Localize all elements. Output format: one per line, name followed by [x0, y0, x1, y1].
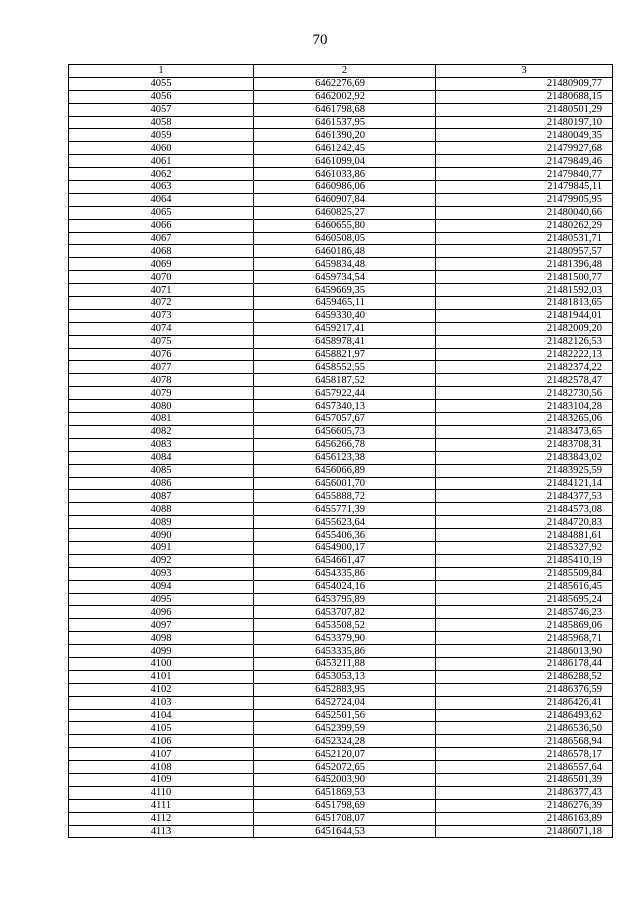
table-row [69, 722, 613, 735]
x-coordinate-cell: 6452883,95 [254, 683, 436, 696]
y-coordinate-cell: 21481500,77 [436, 271, 613, 284]
x-coordinate-cell: 6459217,41 [254, 322, 436, 335]
table-row [69, 709, 613, 722]
y-coordinate-cell: 21484377,53 [436, 490, 613, 503]
x-coordinate-cell: 6461099,04 [254, 155, 436, 168]
x-coordinate-cell: 6453379,90 [254, 632, 436, 645]
x-coordinate-cell: 6453211,88 [254, 657, 436, 670]
point-number-cell: 4105 [69, 722, 254, 735]
x-coordinate-cell: 6452324,28 [254, 735, 436, 748]
y-coordinate-cell: 21485327,92 [436, 541, 613, 554]
y-coordinate-cell: 21486178,44 [436, 657, 613, 670]
y-coordinate-cell: 21482374,22 [436, 361, 613, 374]
table-row [69, 309, 613, 322]
x-coordinate-cell: 6453053,13 [254, 670, 436, 683]
point-number-cell: 4064 [69, 193, 254, 206]
x-coordinate-cell: 6460825,27 [254, 206, 436, 219]
point-number-cell: 4069 [69, 258, 254, 271]
table-row [69, 554, 613, 567]
point-number-cell: 4067 [69, 232, 254, 245]
y-coordinate-cell: 21485968,71 [436, 632, 613, 645]
point-number-cell: 4107 [69, 748, 254, 761]
table-row [69, 812, 613, 825]
point-number-cell: 4082 [69, 425, 254, 438]
point-number-cell: 4081 [69, 413, 254, 426]
y-coordinate-cell: 21479849,46 [436, 155, 613, 168]
y-coordinate-cell: 21480197,10 [436, 116, 613, 129]
table-row [69, 387, 613, 400]
table-row [69, 206, 613, 219]
y-coordinate-cell: 21479905,95 [436, 193, 613, 206]
column-header-2: 2 [254, 65, 436, 78]
point-number-cell: 4088 [69, 503, 254, 516]
y-coordinate-cell: 21481396,48 [436, 258, 613, 271]
table-row [69, 799, 613, 812]
column-header-3: 3 [436, 65, 613, 78]
point-number-cell: 4078 [69, 374, 254, 387]
point-number-cell: 4085 [69, 464, 254, 477]
page-number: 70 [312, 32, 328, 48]
y-coordinate-cell: 21480049,35 [436, 129, 613, 142]
x-coordinate-cell: 6452072,65 [254, 761, 436, 774]
point-number-cell: 4100 [69, 657, 254, 670]
x-coordinate-cell: 6455623,64 [254, 516, 436, 529]
x-coordinate-cell: 6457340,13 [254, 400, 436, 413]
x-coordinate-cell: 6459834,48 [254, 258, 436, 271]
table-row [69, 219, 613, 232]
table-row [69, 90, 613, 103]
table-row [69, 683, 613, 696]
point-number-cell: 4106 [69, 735, 254, 748]
table-row [69, 503, 613, 516]
table-row [69, 786, 613, 799]
table-row [69, 181, 613, 194]
y-coordinate-cell: 21486013,90 [436, 645, 613, 658]
coordinates-table [68, 64, 613, 838]
y-coordinate-cell: 21485869,06 [436, 619, 613, 632]
point-number-cell: 4055 [69, 77, 254, 90]
point-number-cell: 4077 [69, 361, 254, 374]
y-coordinate-cell: 21484881,61 [436, 529, 613, 542]
y-coordinate-cell: 21486501,39 [436, 773, 613, 786]
point-number-cell: 4096 [69, 606, 254, 619]
table-row [69, 516, 613, 529]
point-number-cell: 4094 [69, 580, 254, 593]
y-coordinate-cell: 21479927,68 [436, 142, 613, 155]
y-coordinate-cell: 21481944,01 [436, 309, 613, 322]
point-number-cell: 4057 [69, 103, 254, 116]
y-coordinate-cell: 21486071,18 [436, 825, 613, 838]
x-coordinate-cell: 6451708,07 [254, 812, 436, 825]
point-number-cell: 4071 [69, 284, 254, 297]
point-number-cell: 4080 [69, 400, 254, 413]
y-coordinate-cell: 21479845,11 [436, 181, 613, 194]
table-row [69, 438, 613, 451]
y-coordinate-cell: 21483843,02 [436, 451, 613, 464]
table-row [69, 322, 613, 335]
y-coordinate-cell: 21480501,29 [436, 103, 613, 116]
x-coordinate-cell: 6454900,17 [254, 541, 436, 554]
x-coordinate-cell: 6455771,39 [254, 503, 436, 516]
table-row [69, 103, 613, 116]
column-header-1: 1 [69, 65, 254, 78]
x-coordinate-cell: 6456123,38 [254, 451, 436, 464]
point-number-cell: 4060 [69, 142, 254, 155]
table-row [69, 284, 613, 297]
table-row [69, 541, 613, 554]
point-number-cell: 4113 [69, 825, 254, 838]
table-row [69, 645, 613, 658]
x-coordinate-cell: 6460986,06 [254, 181, 436, 194]
table-row [69, 761, 613, 774]
y-coordinate-cell: 21480957,57 [436, 245, 613, 258]
table-row [69, 593, 613, 606]
table-row [69, 490, 613, 503]
table-row [69, 825, 613, 838]
point-number-cell: 4095 [69, 593, 254, 606]
x-coordinate-cell: 6460186,48 [254, 245, 436, 258]
table-row [69, 773, 613, 786]
point-number-cell: 4066 [69, 219, 254, 232]
point-number-cell: 4093 [69, 567, 254, 580]
y-coordinate-cell: 21486163,89 [436, 812, 613, 825]
point-number-cell: 4072 [69, 297, 254, 310]
table-row [69, 735, 613, 748]
point-number-cell: 4087 [69, 490, 254, 503]
x-coordinate-cell: 6457057,67 [254, 413, 436, 426]
table-row [69, 657, 613, 670]
x-coordinate-cell: 6453795,89 [254, 593, 436, 606]
table-row [69, 413, 613, 426]
x-coordinate-cell: 6455406,36 [254, 529, 436, 542]
y-coordinate-cell: 21485410,19 [436, 554, 613, 567]
table-row [69, 567, 613, 580]
point-number-cell: 4102 [69, 683, 254, 696]
point-number-cell: 4103 [69, 696, 254, 709]
y-coordinate-cell: 21483708,31 [436, 438, 613, 451]
point-number-cell: 4068 [69, 245, 254, 258]
y-coordinate-cell: 21481813,65 [436, 297, 613, 310]
point-number-cell: 4075 [69, 335, 254, 348]
table-row [69, 400, 613, 413]
x-coordinate-cell: 6459734,54 [254, 271, 436, 284]
point-number-cell: 4109 [69, 773, 254, 786]
x-coordinate-cell: 6462002,92 [254, 90, 436, 103]
table-row [69, 245, 613, 258]
x-coordinate-cell: 6461033,86 [254, 168, 436, 181]
point-number-cell: 4089 [69, 516, 254, 529]
point-number-cell: 4074 [69, 322, 254, 335]
table-row [69, 193, 613, 206]
x-coordinate-cell: 6459465,11 [254, 297, 436, 310]
y-coordinate-cell: 21482222,13 [436, 348, 613, 361]
point-number-cell: 4098 [69, 632, 254, 645]
point-number-cell: 4110 [69, 786, 254, 799]
table-row [69, 374, 613, 387]
x-coordinate-cell: 6451869,53 [254, 786, 436, 799]
y-coordinate-cell: 21480262,29 [436, 219, 613, 232]
x-coordinate-cell: 6457922,44 [254, 387, 436, 400]
x-coordinate-cell: 6455888,72 [254, 490, 436, 503]
x-coordinate-cell: 6459330,40 [254, 309, 436, 322]
y-coordinate-cell: 21486377,43 [436, 786, 613, 799]
y-coordinate-cell: 21480909,77 [436, 77, 613, 90]
x-coordinate-cell: 6460508,05 [254, 232, 436, 245]
x-coordinate-cell: 6452399,59 [254, 722, 436, 735]
y-coordinate-cell: 21480040,66 [436, 206, 613, 219]
x-coordinate-cell: 6454661,47 [254, 554, 436, 567]
table-header-row [69, 65, 613, 78]
point-number-cell: 4104 [69, 709, 254, 722]
table-row [69, 348, 613, 361]
table-row [69, 142, 613, 155]
point-number-cell: 4065 [69, 206, 254, 219]
x-coordinate-cell: 6459669,35 [254, 284, 436, 297]
point-number-cell: 4084 [69, 451, 254, 464]
table-row [69, 464, 613, 477]
point-number-cell: 4086 [69, 477, 254, 490]
point-number-cell: 4108 [69, 761, 254, 774]
x-coordinate-cell: 6452120,07 [254, 748, 436, 761]
x-coordinate-cell: 6461798,68 [254, 103, 436, 116]
y-coordinate-cell: 21483473,65 [436, 425, 613, 438]
y-coordinate-cell: 21486376,59 [436, 683, 613, 696]
point-number-cell: 4076 [69, 348, 254, 361]
table-row [69, 477, 613, 490]
y-coordinate-cell: 21485509,84 [436, 567, 613, 580]
y-coordinate-cell: 21486288,52 [436, 670, 613, 683]
x-coordinate-cell: 6451798,69 [254, 799, 436, 812]
x-coordinate-cell: 6458821,97 [254, 348, 436, 361]
point-number-cell: 4056 [69, 90, 254, 103]
point-number-cell: 4101 [69, 670, 254, 683]
table-row [69, 335, 613, 348]
point-number-cell: 4111 [69, 799, 254, 812]
point-number-cell: 4097 [69, 619, 254, 632]
table-row [69, 580, 613, 593]
y-coordinate-cell: 21479840,77 [436, 168, 613, 181]
y-coordinate-cell: 21486276,39 [436, 799, 613, 812]
y-coordinate-cell: 21485616,45 [436, 580, 613, 593]
table-row [69, 232, 613, 245]
table-row [69, 129, 613, 142]
x-coordinate-cell: 6456266,78 [254, 438, 436, 451]
point-number-cell: 4058 [69, 116, 254, 129]
x-coordinate-cell: 6454335,86 [254, 567, 436, 580]
x-coordinate-cell: 6451644,53 [254, 825, 436, 838]
x-coordinate-cell: 6453335,86 [254, 645, 436, 658]
y-coordinate-cell: 21480688,15 [436, 90, 613, 103]
y-coordinate-cell: 21484720,83 [436, 516, 613, 529]
y-coordinate-cell: 21482126,53 [436, 335, 613, 348]
table-row [69, 168, 613, 181]
x-coordinate-cell: 6456066,89 [254, 464, 436, 477]
y-coordinate-cell: 21482578,47 [436, 374, 613, 387]
y-coordinate-cell: 21483104,28 [436, 400, 613, 413]
x-coordinate-cell: 6453707,82 [254, 606, 436, 619]
table-row [69, 529, 613, 542]
x-coordinate-cell: 6460655,80 [254, 219, 436, 232]
table-row [69, 696, 613, 709]
point-number-cell: 4112 [69, 812, 254, 825]
x-coordinate-cell: 6462276,69 [254, 77, 436, 90]
x-coordinate-cell: 6460907,84 [254, 193, 436, 206]
y-coordinate-cell: 21486557,64 [436, 761, 613, 774]
point-number-cell: 4083 [69, 438, 254, 451]
point-number-cell: 4061 [69, 155, 254, 168]
table-row [69, 155, 613, 168]
y-coordinate-cell: 21481592,03 [436, 284, 613, 297]
x-coordinate-cell: 6456001,70 [254, 477, 436, 490]
y-coordinate-cell: 21486426,41 [436, 696, 613, 709]
y-coordinate-cell: 21480531,71 [436, 232, 613, 245]
x-coordinate-cell: 6454024,16 [254, 580, 436, 593]
x-coordinate-cell: 6461390,20 [254, 129, 436, 142]
y-coordinate-cell: 21486493,62 [436, 709, 613, 722]
y-coordinate-cell: 21485746,23 [436, 606, 613, 619]
y-coordinate-cell: 21485695,24 [436, 593, 613, 606]
point-number-cell: 4073 [69, 309, 254, 322]
y-coordinate-cell: 21482730,56 [436, 387, 613, 400]
point-number-cell: 4091 [69, 541, 254, 554]
y-coordinate-cell: 21483265,06 [436, 413, 613, 426]
y-coordinate-cell: 21486536,50 [436, 722, 613, 735]
x-coordinate-cell: 6453508,52 [254, 619, 436, 632]
point-number-cell: 4079 [69, 387, 254, 400]
x-coordinate-cell: 6452501,56 [254, 709, 436, 722]
point-number-cell: 4092 [69, 554, 254, 567]
table-row [69, 670, 613, 683]
y-coordinate-cell: 21482009,20 [436, 322, 613, 335]
x-coordinate-cell: 6456605,73 [254, 425, 436, 438]
y-coordinate-cell: 21486578,17 [436, 748, 613, 761]
y-coordinate-cell: 21484573,08 [436, 503, 613, 516]
table-row [69, 258, 613, 271]
x-coordinate-cell: 6458978,41 [254, 335, 436, 348]
point-number-cell: 4099 [69, 645, 254, 658]
table-row [69, 619, 613, 632]
table-row [69, 606, 613, 619]
table-row [69, 361, 613, 374]
table-row [69, 425, 613, 438]
y-coordinate-cell: 21483925,59 [436, 464, 613, 477]
table-row [69, 116, 613, 129]
table-row [69, 451, 613, 464]
table-row [69, 271, 613, 284]
point-number-cell: 4070 [69, 271, 254, 284]
point-number-cell: 4090 [69, 529, 254, 542]
point-number-cell: 4062 [69, 168, 254, 181]
table-row [69, 748, 613, 761]
x-coordinate-cell: 6458552,55 [254, 361, 436, 374]
table-row [69, 77, 613, 90]
y-coordinate-cell: 21484121,14 [436, 477, 613, 490]
x-coordinate-cell: 6461242,45 [254, 142, 436, 155]
table-row [69, 632, 613, 645]
x-coordinate-cell: 6461537,95 [254, 116, 436, 129]
x-coordinate-cell: 6452724,04 [254, 696, 436, 709]
point-number-cell: 4063 [69, 181, 254, 194]
x-coordinate-cell: 6452003,90 [254, 773, 436, 786]
table-row [69, 297, 613, 310]
x-coordinate-cell: 6458187,52 [254, 374, 436, 387]
y-coordinate-cell: 21486568,94 [436, 735, 613, 748]
point-number-cell: 4059 [69, 129, 254, 142]
